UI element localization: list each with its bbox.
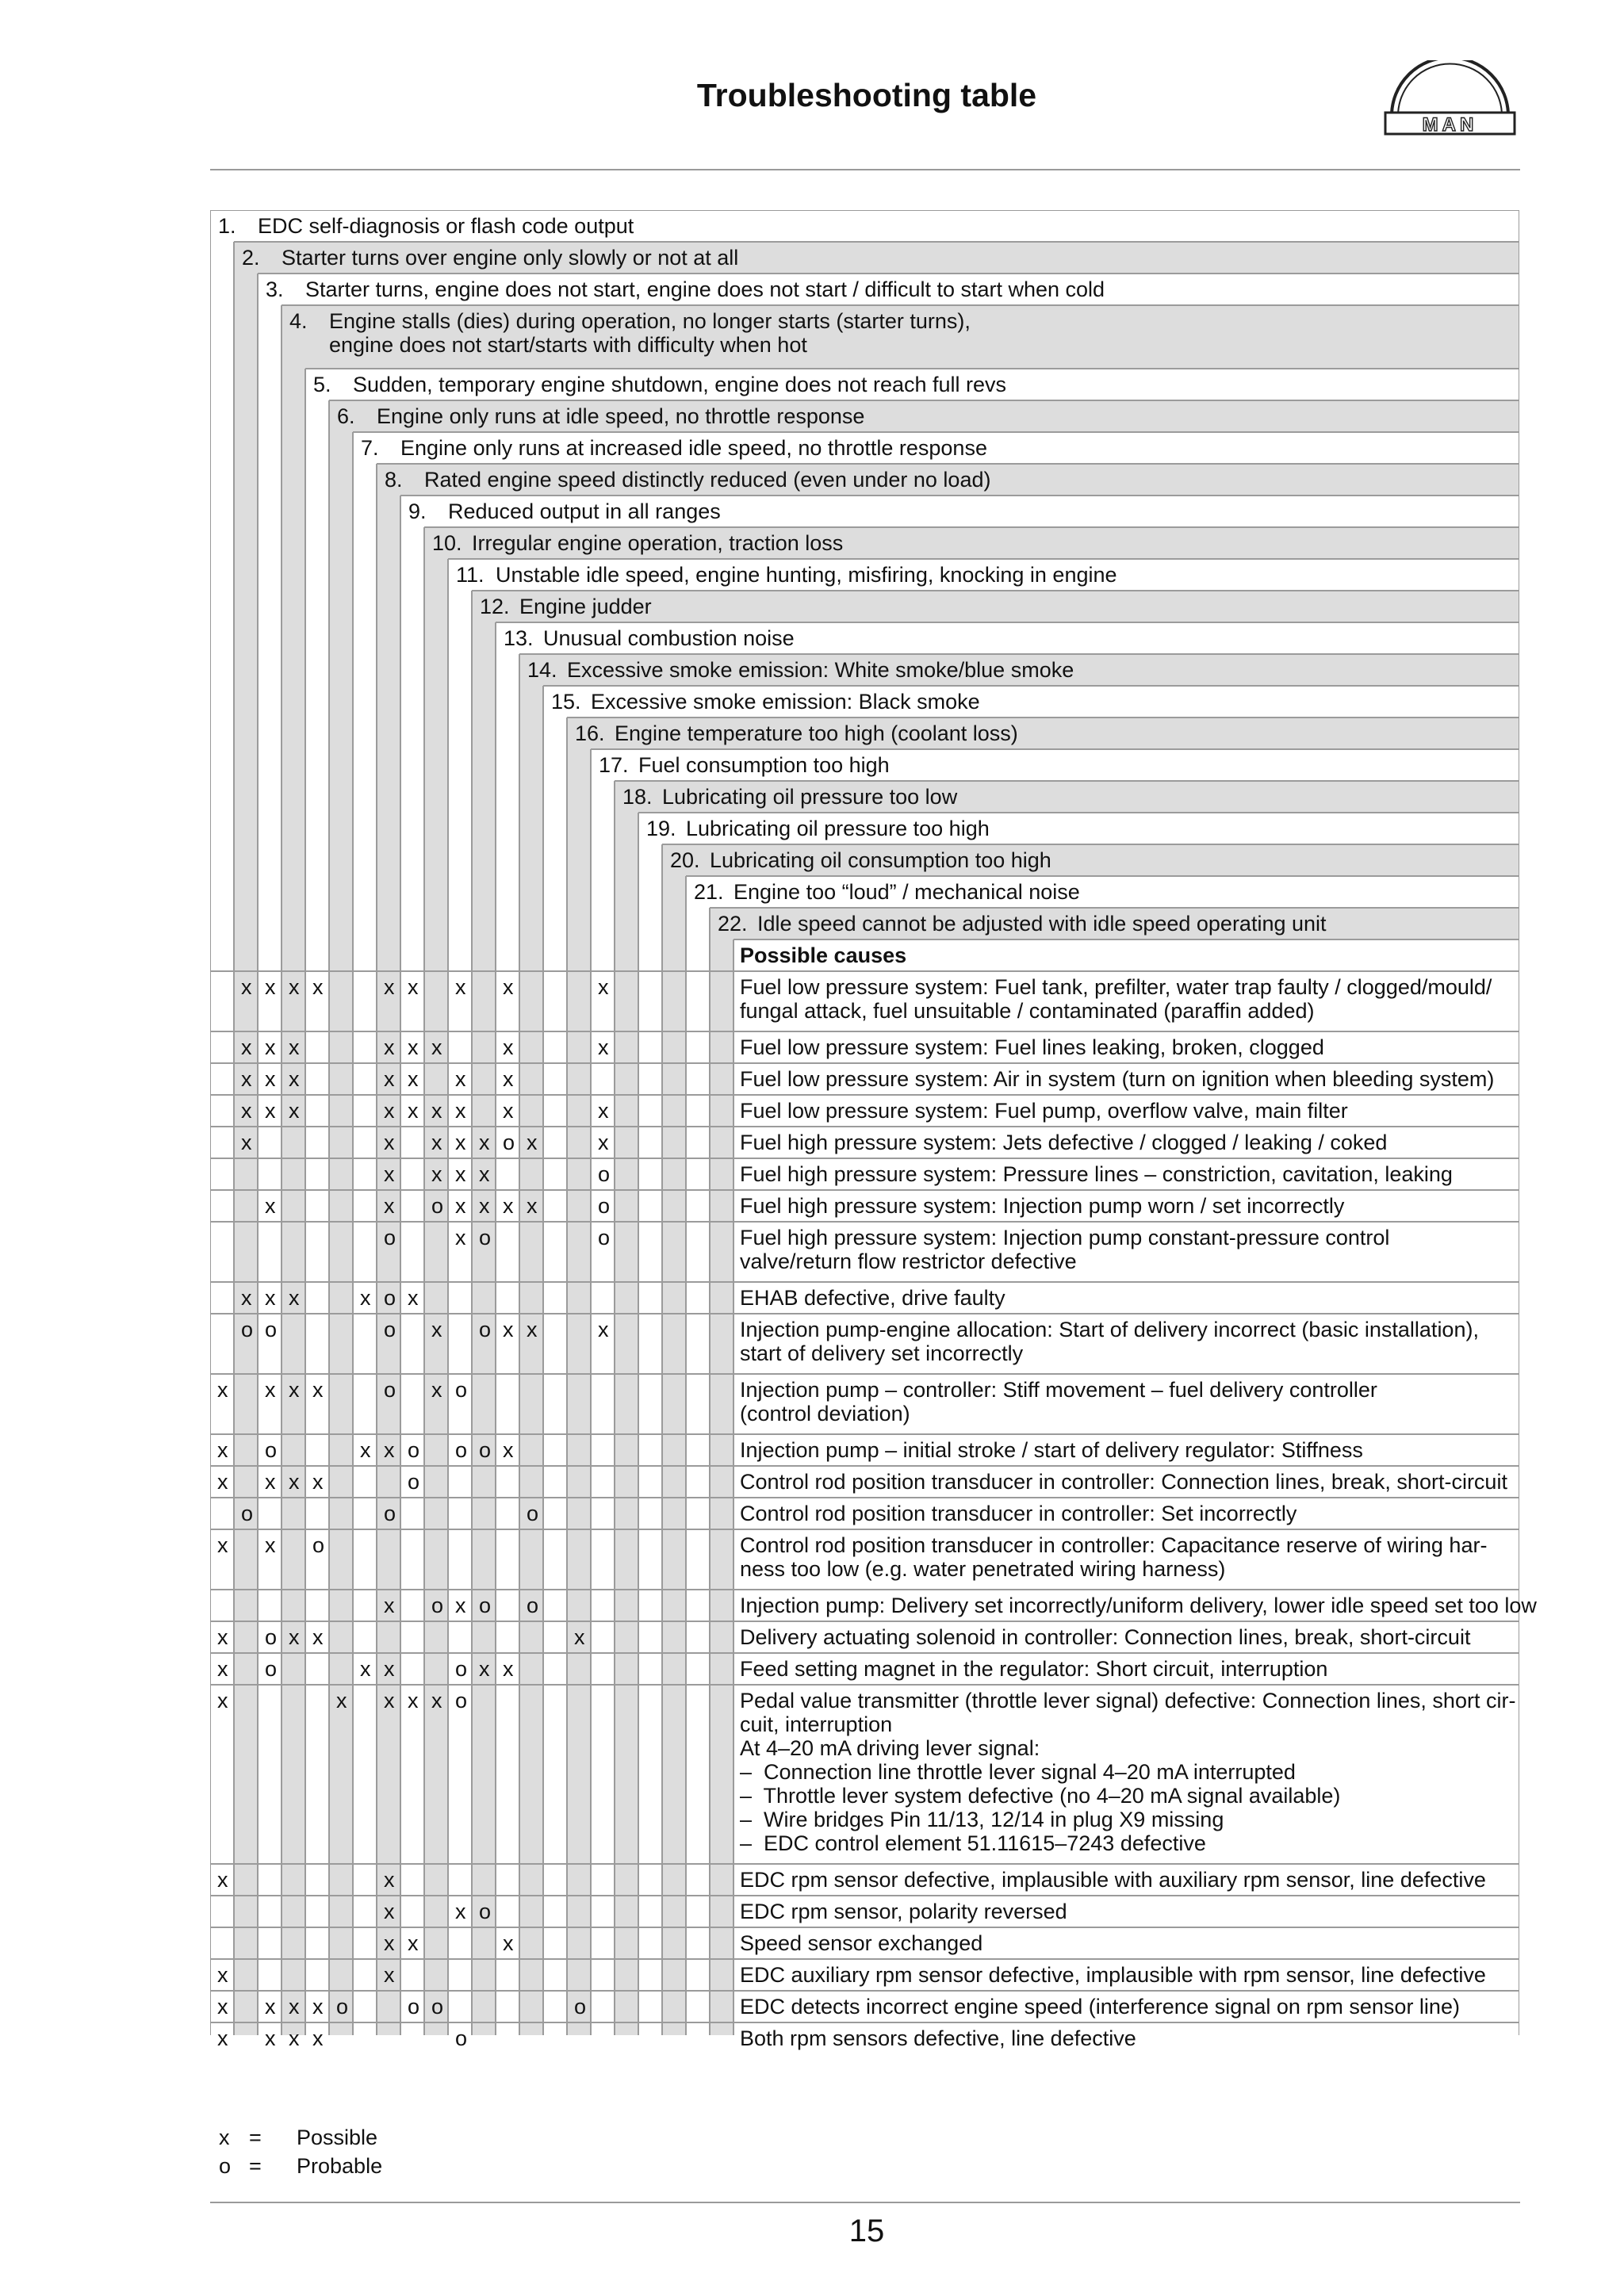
column-band [329,432,353,2035]
cause-mark: x [241,1131,252,1154]
cause-mark: x [527,1194,538,1218]
cause-mark: x [217,1995,228,2019]
cause-mark: x [312,1470,324,1494]
fault-number: 5. [313,373,331,396]
fault-label: Engine stalls (dies) during operation, no longer starts (starter turns), engine does not start/starts with difficulty when hot [329,309,971,357]
cause-mark: x [241,1035,252,1059]
cause-mark: x [217,1378,228,1402]
fault-number: 18. [622,785,653,809]
cause-mark: x [384,1162,395,1186]
cause-description: Delivery actuating solenoid in controller: Connection lines, break, short-circuit [740,1625,1471,1649]
legend-symbol: x [219,2126,230,2149]
cause-mark: x [479,1194,490,1218]
troubleshooting-table [210,210,1537,2050]
cause-mark: o [455,1378,468,1402]
cause-description: Both rpm sensors defective, line defective [740,2026,1136,2050]
cause-mark: x [217,1689,228,1712]
cause-mark: x [455,1099,466,1123]
cause-mark: x [455,1226,466,1249]
cause-mark: x [455,1162,466,1186]
cause-mark: x [384,1067,395,1091]
cause-mark: x [384,1963,395,1987]
cause-mark: o [598,1194,611,1218]
fault-number: 16. [575,721,605,745]
cause-description: Speed sensor exchanged [740,1931,983,1955]
fault-label: Irregular engine operation, traction loss [472,531,844,555]
fault-label: Sudden, temporary engine shutdown, engine does not reach full revs [353,373,1007,396]
cause-mark: x [503,1931,514,1955]
cause-mark: x [503,1099,514,1123]
fault-number: 1. [218,214,236,238]
cause-mark: x [479,1131,490,1154]
cause-mark: x [455,1067,466,1091]
cause-mark: x [431,1035,442,1059]
column-band [234,274,258,2035]
legend-equals: = [249,2126,262,2149]
cause-description: Fuel low pressure system: Air in system (turn on ignition when bleeding system) [740,1067,1495,1091]
fault-label: Reduced output in all ranges [448,499,721,523]
fault-label: Idle speed cannot be adjusted with idle speed operating unit [757,912,1327,936]
cause-mark: x [217,1533,228,1557]
fault-label: Engine only runs at idle speed, no throttle response [377,404,865,428]
cause-mark: x [431,1378,442,1402]
fault-label: Engine only runs at increased idle speed, no throttle response [400,436,987,460]
cause-mark: o [431,1995,444,2019]
cause-mark: x [384,1131,395,1154]
cause-mark: x [408,1099,419,1123]
cause-mark: o [384,1226,396,1249]
cause-mark: x [241,975,252,999]
cause-mark: o [408,1438,420,1462]
cause-description: Injection pump – initial stroke / start of delivery regulator: Stiffness [740,1438,1363,1462]
cause-mark: x [217,1470,228,1494]
cause-mark: x [289,975,300,999]
fault-number: 17. [599,753,629,777]
cause-mark: o [479,1594,492,1617]
cause-mark: x [384,1194,395,1218]
cause-description: EHAB defective, drive faulty [740,1286,1005,1310]
cause-mark: x [431,1131,442,1154]
cause-mark: x [217,1438,228,1462]
column-band [710,939,733,2035]
cause-mark: x [598,975,609,999]
cause-description: Injection pump: Delivery set incorrectly/uniform delivery, lower idle speed set too low [740,1594,1537,1617]
cause-mark: x [360,1657,371,1681]
cause-mark: o [598,1162,611,1186]
column-band [519,686,543,2035]
cause-mark: x [217,1625,228,1649]
cause-mark: o [241,1318,254,1341]
fault-number: 21. [694,880,724,904]
cause-mark: o [479,1900,492,1923]
cause-mark: x [265,2026,276,2050]
cause-mark: o [431,1194,444,1218]
cause-mark: x [265,1470,276,1494]
fault-number: 2. [242,246,260,270]
cause-mark: x [574,1625,585,1649]
cause-mark: x [241,1099,252,1123]
cause-mark: o [455,1657,468,1681]
cause-mark: x [503,975,514,999]
cause-mark: x [598,1318,609,1341]
cause-mark: o [384,1378,396,1402]
cause-mark: x [289,2026,300,2050]
cause-mark: x [312,975,324,999]
cause-mark: x [289,1625,300,1649]
fault-label: Rated engine speed distinctly reduced (even under no load) [424,468,991,492]
fault-label: Excessive smoke emission: Black smoke [591,690,980,714]
fault-number: 4. [289,309,308,333]
cause-mark: x [527,1318,538,1341]
cause-mark: x [384,1868,395,1892]
fault-label: Unusual combustion noise [543,626,795,650]
cause-mark: x [431,1318,442,1341]
cause-mark: x [265,1067,276,1091]
cause-mark: x [598,1035,609,1059]
cause-mark: x [598,1099,609,1123]
cause-mark: x [265,1378,276,1402]
column-band [377,496,400,2035]
cause-description: Fuel high pressure system: Injection pump worn / set incorrectly [740,1194,1345,1218]
page-number: 15 [848,2214,885,2248]
cause-mark: x [384,1594,395,1617]
fault-number: 19. [646,817,676,840]
fault-label: Starter turns, engine does not start, engine does not start / difficult to start when cold [305,277,1105,301]
cause-mark: x [384,975,395,999]
svg-text:MAN: MAN [1422,114,1478,136]
cause-mark: x [289,1099,300,1123]
cause-mark: x [431,1689,442,1712]
fault-number: 11. [456,563,485,587]
fault-label: Lubricating oil pressure too low [662,785,958,809]
header-rule [210,169,1520,170]
cause-mark: x [312,1625,324,1649]
cause-mark: x [384,1099,395,1123]
cause-mark: o [479,1226,492,1249]
cause-mark: x [455,1594,466,1617]
cause-mark: x [289,1035,300,1059]
cause-mark: x [384,1689,395,1712]
cause-mark: x [265,1035,276,1059]
cause-mark: x [384,1035,395,1059]
fault-label: EDC self-diagnosis or flash code output [258,214,634,238]
cause-description: Fuel high pressure system: Jets defective / clogged / leaking / coked [740,1131,1388,1154]
man-logo [1381,60,1519,144]
cause-mark: x [479,1657,490,1681]
fault-label: Fuel consumption too high [638,753,890,777]
cause-mark: x [408,1067,419,1091]
fault-number: 9. [408,499,427,523]
fault-label: Engine judder [519,595,652,618]
cause-mark: x [408,1689,419,1712]
cause-mark: x [503,1067,514,1091]
cause-mark: o [265,1657,278,1681]
cause-mark: o [384,1318,396,1341]
cause-mark: o [479,1318,492,1341]
cause-mark: x [408,1286,419,1310]
possible-causes-header: Possible causes [740,943,907,967]
cause-mark: o [598,1226,611,1249]
column-band [282,369,305,2035]
cause-mark: x [217,2026,228,2050]
fault-number: 3. [266,277,284,301]
cause-mark: o [312,1533,325,1557]
cause-description: EDC detects incorrect engine speed (interference signal on rpm sensor line) [740,1995,1460,2019]
cause-description: Feed setting magnet in the regulator: Short circuit, interruption [740,1657,1328,1681]
cause-mark: x [265,1286,276,1310]
cause-mark: x [455,975,466,999]
fault-label: Unstable idle speed, engine hunting, misfiring, knocking in engine [496,563,1117,587]
cause-description: Injection pump – controller: Stiff movement – fuel delivery controller (control deviation) [740,1378,1377,1425]
cause-mark: x [503,1194,514,1218]
fault-label: Excessive smoke emission: White smoke/blue smoke [567,658,1074,682]
cause-mark: x [312,1378,324,1402]
fault-number: 15. [551,690,581,714]
page-title: Troubleshooting table [696,77,1037,113]
fault-number: 14. [527,658,557,682]
cause-mark: x [289,1067,300,1091]
cause-mark: x [265,1533,276,1557]
cause-mark: x [455,1900,466,1923]
cause-mark: x [384,1900,395,1923]
fault-number: 7. [361,436,379,460]
cause-mark: x [360,1438,371,1462]
cause-mark: x [312,2026,324,2050]
cause-mark: x [265,1099,276,1123]
cause-mark: x [384,1438,395,1462]
fault-number: 6. [337,404,355,428]
cause-mark: x [408,975,419,999]
cause-mark: o [408,1470,420,1494]
cause-mark: x [289,1995,300,2019]
cause-mark: o [384,1286,396,1310]
cause-mark: x [241,1067,252,1091]
cause-mark: x [312,1995,324,2019]
legend-label: Probable [297,2154,383,2178]
legend-label: Possible [297,2126,378,2149]
cause-mark: x [336,1689,347,1712]
cause-description: EDC auxiliary rpm sensor defective, implausible with rpm sensor, line defective [740,1963,1486,1987]
cause-mark: o [408,1995,420,2019]
column-band [662,876,686,2035]
cause-mark: o [527,1502,539,1525]
cause-description: Pedal value transmitter (throttle lever signal) defective: Connection lines, short cir- cuit, interruption At 4–20 mA driving lever signal: – Connection line throttle lever signal 4–20 mA interrupted – Throttle lever system defective (no 4–20 mA signal available) – Wire bridges Pin 11/13, 12/14 in plug X9 missing – EDC control element 51.11615–7243 defective [740,1689,1516,1855]
cause-mark: o [265,1318,278,1341]
cause-description: Control rod position transducer in controller: Set incorrectly [740,1502,1297,1525]
fault-label: Lubricating oil consumption too high [710,848,1051,872]
cause-description: EDC rpm sensor, polarity reversed [740,1900,1067,1923]
cause-mark: o [455,1438,468,1462]
cause-mark: o [503,1131,515,1154]
cause-mark: x [360,1286,371,1310]
fault-number: 22. [718,912,748,936]
cause-mark: o [265,1438,278,1462]
cause-mark: o [455,1689,468,1712]
cause-description: Injection pump-engine allocation: Start of delivery incorrect (basic installation), start of delivery set incorrectly [740,1318,1479,1365]
cause-mark: x [217,1963,228,1987]
cause-mark: x [217,1657,228,1681]
cause-description: Fuel low pressure system: Fuel lines leaking, broken, clogged [740,1035,1324,1059]
cause-mark: x [241,1286,252,1310]
cause-mark: x [217,1868,228,1892]
cause-mark: o [455,2026,468,2050]
cause-mark: x [527,1131,538,1154]
cause-description: EDC rpm sensor defective, implausible with auxiliary rpm sensor, line defective [740,1868,1486,1892]
cause-description: Control rod position transducer in controller: Connection lines, break, short-circuit [740,1470,1507,1494]
cause-mark: o [527,1594,539,1617]
cause-mark: x [503,1657,514,1681]
column-band [615,813,638,2035]
fault-label: Starter turns over engine only slowly or not at all [282,246,739,270]
cause-mark: x [384,1931,395,1955]
fault-label: Engine temperature too high (coolant loss) [615,721,1018,745]
cause-mark: x [408,1931,419,1955]
cause-mark: x [503,1035,514,1059]
cause-mark: x [455,1131,466,1154]
fault-label: Lubricating oil pressure too high [686,817,990,840]
fault-number: 20. [670,848,700,872]
fault-number: 8. [385,468,403,492]
cause-mark: x [265,1194,276,1218]
footer-rule [210,2202,1520,2203]
column-band [567,749,591,2035]
cause-mark: x [408,1035,419,1059]
fault-number: 10. [432,531,462,555]
cause-mark: x [503,1318,514,1341]
fault-label: Engine too “loud” / mechanical noise [733,880,1080,904]
cause-mark: x [503,1438,514,1462]
cause-mark: o [384,1502,396,1525]
cause-mark: o [336,1995,349,2019]
fault-number: 12. [480,595,510,618]
cause-description: Fuel low pressure system: Fuel pump, overflow valve, main filter [740,1099,1348,1123]
cause-mark: x [431,1162,442,1186]
cause-mark: x [265,975,276,999]
cause-mark: o [574,1995,587,2019]
fault-number: 13. [504,626,534,650]
cause-mark: x [384,1657,395,1681]
cause-mark: x [289,1286,300,1310]
column-band [424,559,448,2035]
cause-mark: o [479,1438,492,1462]
cause-mark: x [289,1470,300,1494]
cause-mark: x [289,1378,300,1402]
cause-mark: o [431,1594,444,1617]
cause-description: Fuel low pressure system: Fuel tank, prefilter, water trap faulty / clogged/mould/ fungal attack, fuel unsuitable / contaminated (paraffin added) [740,975,1492,1023]
legend-equals: = [249,2154,262,2178]
cause-description: Fuel high pressure system: Pressure lines – constriction, cavitation, leaking [740,1162,1453,1186]
cause-mark: x [431,1099,442,1123]
cause-mark: o [265,1625,278,1649]
cause-description: Fuel high pressure system: Injection pump constant-pressure control valve/return flow restrictor defective [740,1226,1390,1273]
legend-symbol: o [219,2154,232,2178]
cause-description: Control rod position transducer in controller: Capacitance reserve of wiring har- ness too low (e.g. water penetrated wiring harness) [740,1533,1488,1581]
cause-mark: x [265,1995,276,2019]
cause-mark: o [241,1502,254,1525]
cause-mark: x [455,1194,466,1218]
cause-mark: x [598,1131,609,1154]
cause-mark: x [479,1162,490,1186]
